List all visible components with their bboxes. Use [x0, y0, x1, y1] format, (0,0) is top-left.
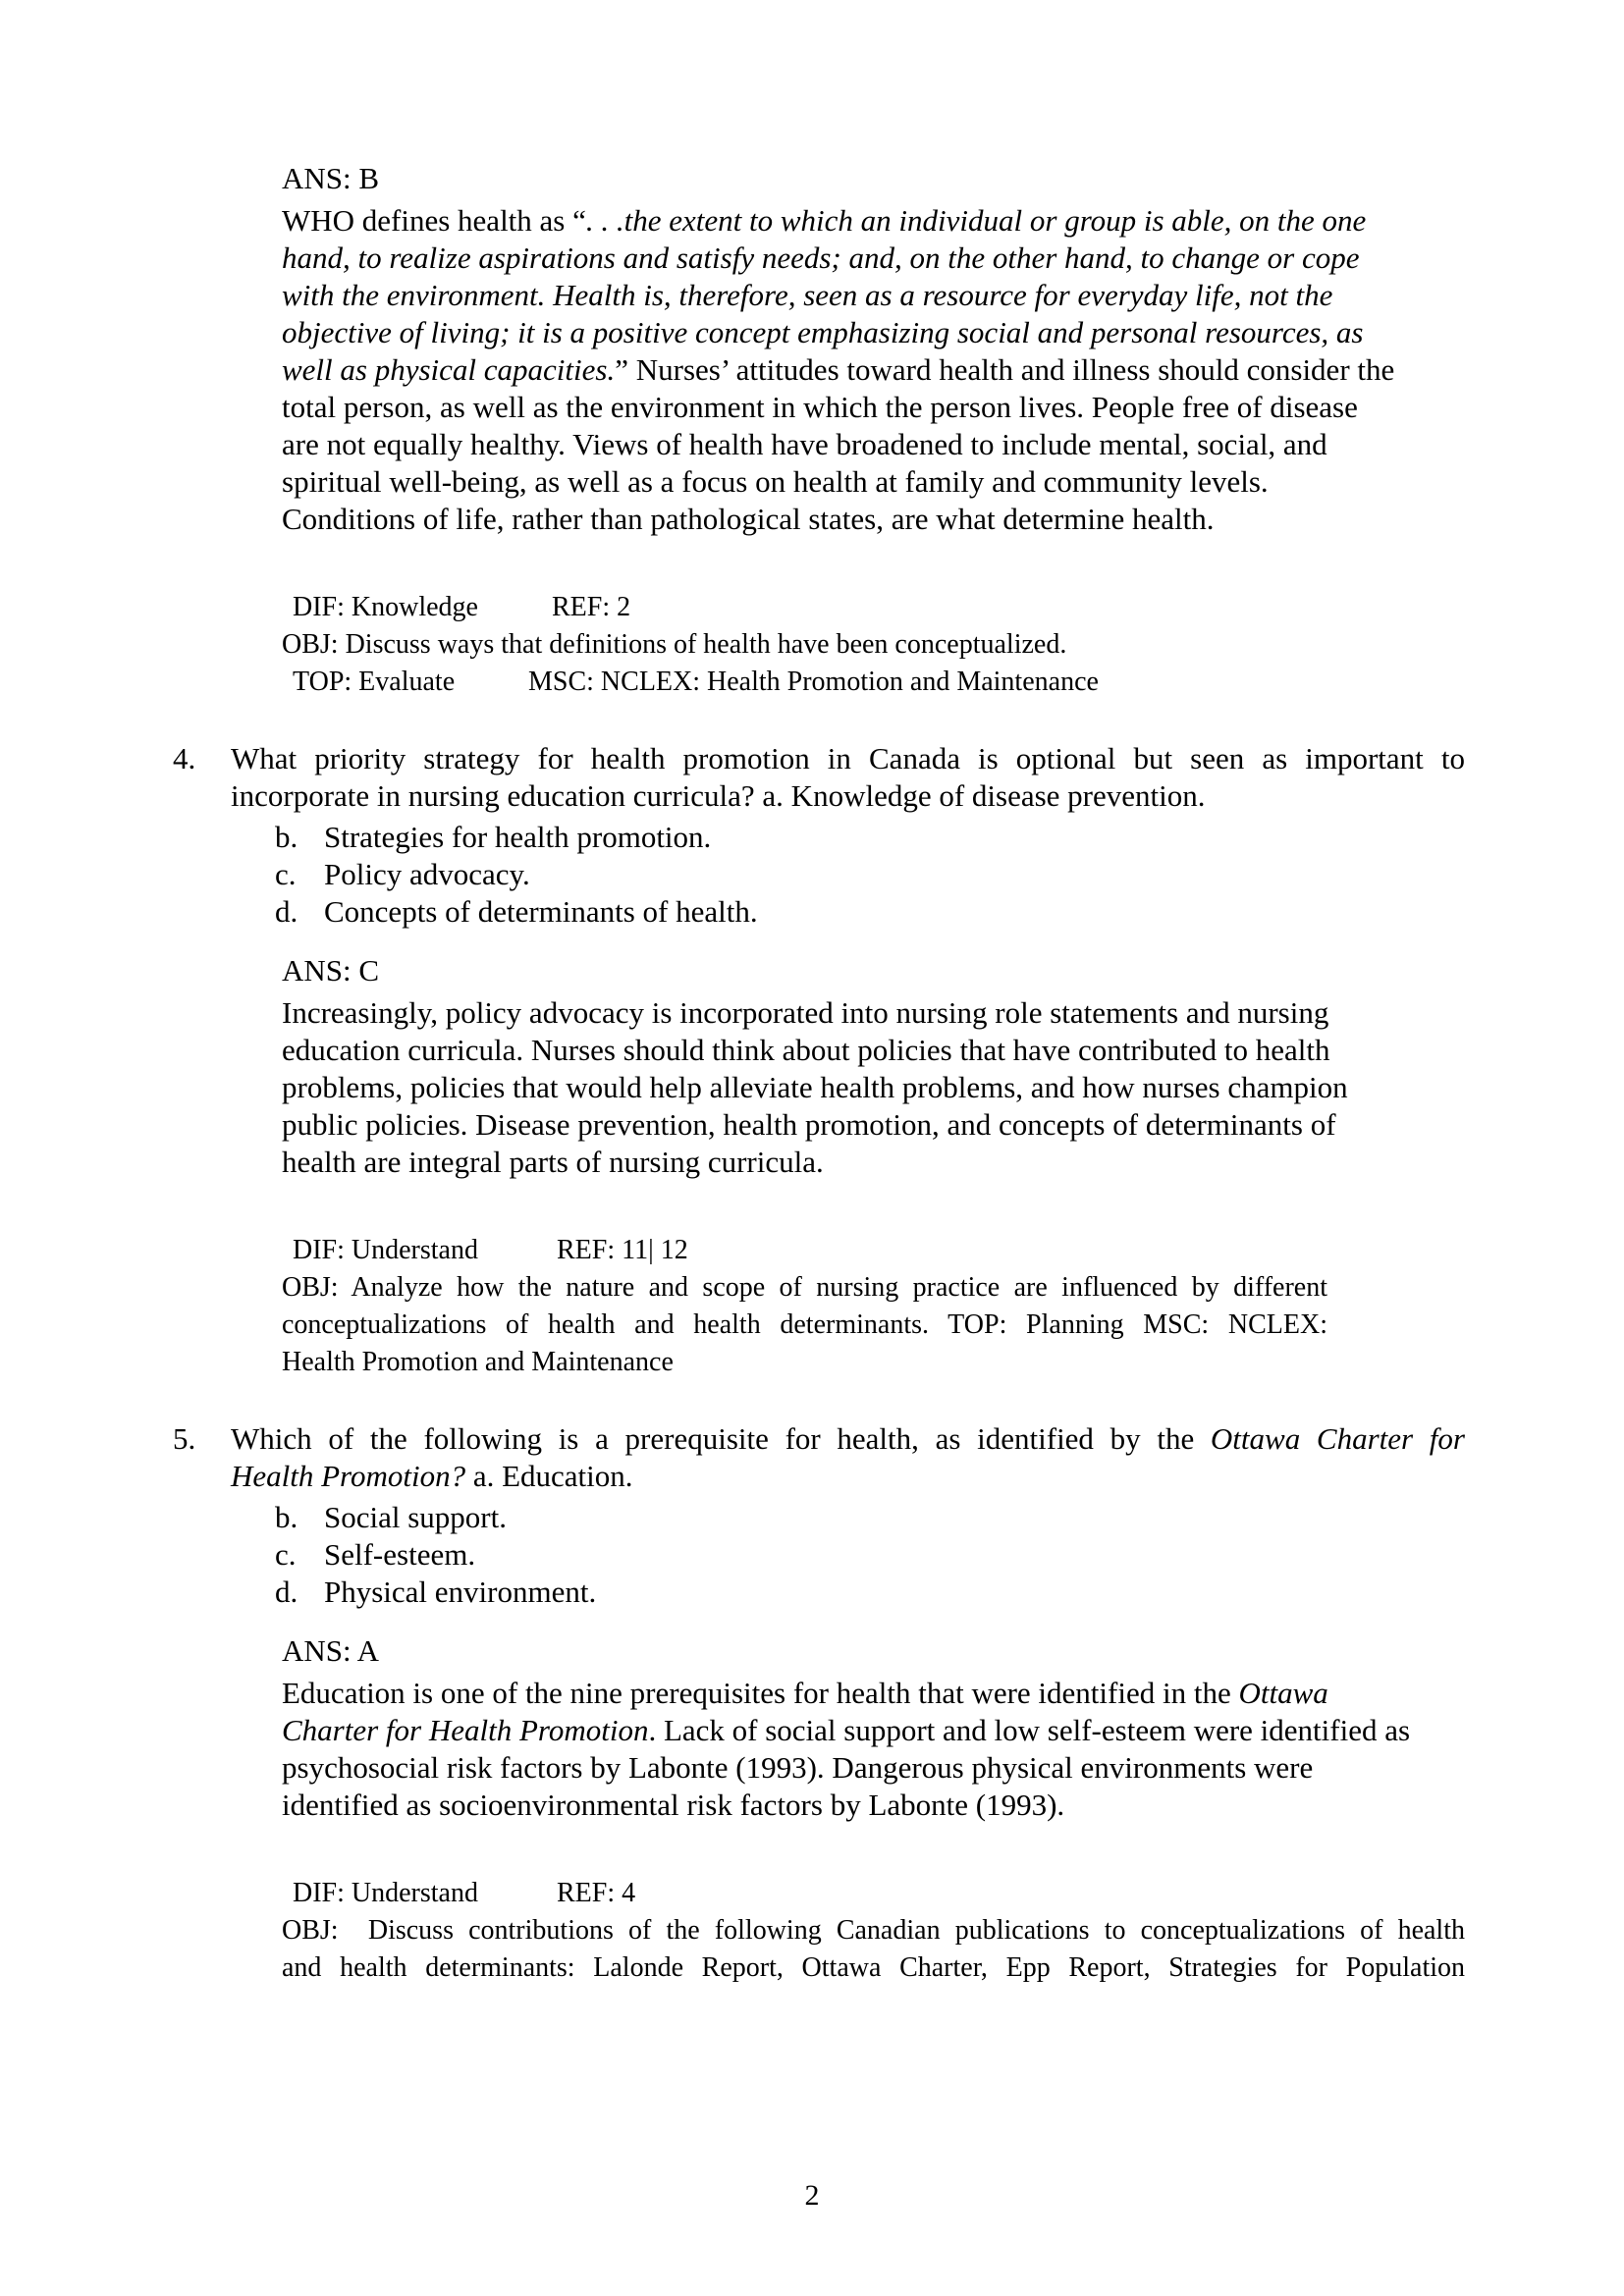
text-line — [282, 160, 1624, 197]
text-segment: DIF: Understand — [293, 1878, 478, 1908]
text-segment: REF: 2 — [552, 592, 631, 622]
explanation-paragraph — [282, 202, 1624, 538]
text-segment: ANS: C — [282, 953, 380, 988]
question-number: 5. — [173, 1421, 196, 1456]
text-line — [282, 1949, 1465, 1987]
text-line — [282, 1632, 1624, 1670]
text-line — [282, 426, 1624, 463]
text-line — [282, 1032, 1624, 1069]
text-line — [282, 664, 1624, 701]
option-letter: c. — [275, 1537, 297, 1572]
text-segment: OBJ: Discuss ways that definitions of health have been conceptualized. — [282, 629, 1067, 660]
text-line — [282, 202, 1624, 240]
text-segment: ” Nurses’ attitudes toward health and illness should consider the — [615, 352, 1395, 387]
option-text: Policy advocacy. — [324, 857, 530, 891]
text-segment: . . .the extent to which an individual or group is able, on the one — [585, 203, 1367, 238]
text-segment: conceptualizations of health and health determinants. TOP: Planning MSC: NCLEX: — [282, 1309, 1327, 1340]
text-line — [231, 1458, 1624, 1495]
option-row — [275, 819, 1624, 856]
text-line — [282, 314, 1624, 351]
text-line — [282, 1269, 1327, 1307]
text-segment: What priority strategy for health promotion in Canada is optional but seen as important to — [231, 741, 1465, 775]
option-letter: c. — [275, 857, 297, 891]
text-line — [282, 277, 1624, 314]
meta-info — [282, 589, 1624, 701]
option-row — [275, 1499, 1624, 1536]
option-letter: d. — [275, 894, 298, 929]
option-text: Self-esteem. — [324, 1537, 476, 1572]
text-segment: Ottawa Charter for — [1210, 1421, 1465, 1456]
text-line — [282, 626, 1624, 664]
text-segment: psychosocial risk factors by Labonte (1993). Dangerous physical environments were — [282, 1750, 1314, 1785]
text-segment: well as physical capacities. — [282, 352, 616, 387]
page-number: 2 — [804, 2179, 820, 2212]
text-line — [282, 1307, 1327, 1344]
text-segment: REF: 11| 12 — [557, 1235, 688, 1265]
explanation-paragraph — [282, 1675, 1624, 1824]
text-line — [282, 1875, 1624, 1912]
text-segment: identified as socioenvironmental risk factors by Labonte (1993). — [282, 1788, 1065, 1822]
text-segment: health are integral parts of nursing curricula. — [282, 1145, 824, 1179]
meta-info — [282, 1232, 1624, 1381]
question-item — [0, 1420, 1624, 1611]
question-item — [0, 740, 1624, 931]
text-line — [282, 1069, 1624, 1106]
option-text: Social support. — [324, 1500, 507, 1534]
text-segment: OBJ: Discuss contributions of the following Canadian publications to conceptualizations of health — [282, 1915, 1465, 1946]
text-segment: total person, as well as the environment in which the person lives. People free of disease — [282, 390, 1358, 424]
text-line — [282, 1106, 1624, 1144]
meta-info — [282, 1875, 1624, 1987]
text-segment: spiritual well-being, as well as a focus on health at family and community levels. — [282, 464, 1269, 499]
answer-label — [282, 1632, 1624, 1670]
text-segment: education curricula. Nurses should think about policies that have contributed to health — [282, 1033, 1330, 1067]
text-line — [282, 994, 1624, 1032]
text-segment: Increasingly, policy advocacy is incorporated into nursing role statements and nursing — [282, 995, 1329, 1030]
text-segment: ANS: B — [282, 161, 380, 195]
text-line — [282, 389, 1624, 426]
text-line — [231, 777, 1624, 815]
question-number: 4. — [173, 741, 196, 775]
text-segment: ANS: A — [282, 1633, 380, 1668]
option-row — [275, 1536, 1624, 1574]
option-row — [275, 1574, 1624, 1611]
text-segment: OBJ: Analyze how the nature and scope of nursing practice are influenced by different — [282, 1272, 1327, 1303]
text-line — [282, 240, 1624, 277]
text-segment: a. Education. — [465, 1459, 633, 1493]
option-row — [275, 893, 1624, 931]
text-line — [231, 1420, 1465, 1458]
text-line — [282, 1675, 1624, 1712]
text-segment: Charter for Health Promotion — [282, 1713, 649, 1747]
text-segment: with the environment. Health is, therefore, seen as a resource for everyday life, not the — [282, 278, 1333, 312]
option-text: Physical environment. — [324, 1575, 597, 1609]
options-list — [231, 819, 1624, 931]
answer-label — [282, 952, 1624, 989]
option-letter: b. — [275, 820, 298, 854]
text-segment: MSC: NCLEX: Health Promotion and Maintenance — [528, 667, 1099, 697]
option-text: Concepts of determinants of health. — [324, 894, 758, 929]
answer-label — [282, 160, 1624, 197]
text-segment: Ottawa — [1238, 1676, 1328, 1710]
text-segment: and health determinants: Lalonde Report, Ottawa Charter, Epp Report, Strategies for Population — [282, 1952, 1465, 1983]
text-line — [282, 1232, 1624, 1269]
text-line — [231, 740, 1465, 777]
option-row — [275, 856, 1624, 893]
option-letter: b. — [275, 1500, 298, 1534]
text-line — [282, 463, 1624, 501]
text-segment: Education is one of the nine prerequisites for health that were identified in the — [282, 1676, 1239, 1710]
text-line — [282, 589, 1624, 626]
text-segment: incorporate in nursing education curricula? a. Knowledge of disease prevention. — [231, 778, 1206, 813]
text-line — [282, 1749, 1624, 1787]
text-segment: TOP: Evaluate — [293, 667, 456, 697]
option-text: Strategies for health promotion. — [324, 820, 712, 854]
text-segment: public policies. Disease prevention, health promotion, and concepts of determinants of — [282, 1107, 1336, 1142]
text-segment: Health Promotion? — [231, 1459, 466, 1493]
text-segment: . Lack of social support and low self-esteem were identified as — [648, 1713, 1411, 1747]
text-segment: problems, policies that would help alleviate health problems, and how nurses champion — [282, 1070, 1348, 1104]
option-letter: d. — [275, 1575, 298, 1609]
text-segment: are not equally healthy. Views of health have broadened to include mental, social, and — [282, 427, 1327, 461]
text-line — [282, 1787, 1624, 1824]
text-line — [282, 1144, 1624, 1181]
text-line — [282, 501, 1624, 538]
options-list — [231, 1499, 1624, 1611]
text-segment: DIF: Knowledge — [293, 592, 478, 622]
text-segment: Which of the following is a prerequisite for health, as identified by the — [231, 1421, 1211, 1456]
text-segment: hand, to realize aspirations and satisfy needs; and, on the other hand, to change or cope — [282, 240, 1360, 275]
text-line — [282, 1344, 1624, 1381]
text-segment: REF: 4 — [557, 1878, 636, 1908]
text-segment: Health Promotion and Maintenance — [282, 1347, 674, 1377]
text-line — [282, 1912, 1465, 1949]
text-segment: objective of living; it is a positive concept emphasizing social and personal resources, as — [282, 315, 1364, 349]
text-line — [282, 1712, 1624, 1749]
explanation-paragraph — [282, 994, 1624, 1181]
text-line — [282, 952, 1624, 989]
text-line — [282, 351, 1624, 389]
text-segment: WHO defines health as “ — [282, 203, 586, 238]
text-segment: Conditions of life, rather than pathological states, are what determine health. — [282, 502, 1215, 536]
text-segment: DIF: Understand — [293, 1235, 478, 1265]
